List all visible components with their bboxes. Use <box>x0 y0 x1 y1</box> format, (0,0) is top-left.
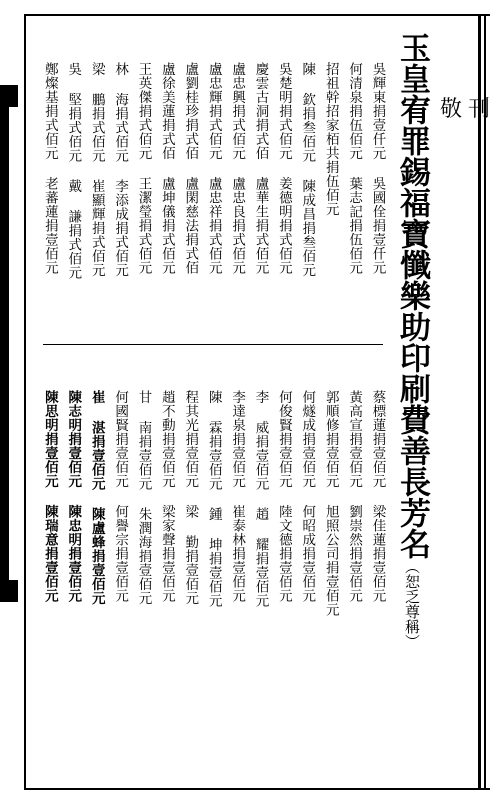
donor-column: 盧忠輝捐式佰元 盧忠祥捐式佰元 <box>205 62 222 275</box>
donor-column: 慶雲古洞捐式佰 盧華生捐式佰元 <box>252 62 269 275</box>
donor-column: 盧徐美蓮捐式佰 盧坤儀捐式佰元 <box>158 62 175 275</box>
donor-column: 何俊賢捐壹佰元 陸文德捐壹佰元 <box>275 390 292 603</box>
page-title <box>394 32 430 649</box>
donor-column: 何清泉捐伍佰元 葉志記捐伍佰元 <box>346 62 363 275</box>
donor-column: 崔 湛捐壹佰元 陳盧蜂捐壹佰元 <box>88 390 105 605</box>
donor-column: 何國賢捐壹佰元 何譽宗捐壹佰元 <box>112 390 129 603</box>
section-divider <box>43 344 383 345</box>
donor-column: 吳楚明捐式佰元 姜德明捐式佰元 <box>275 62 292 275</box>
donor-column: 陳 霖捐壹佰元 鍾 坤捐壹佰元 <box>205 390 222 608</box>
donor-column: 程其光捐壹佰元 梁 勤捐壹佰元 <box>182 390 199 605</box>
donor-column: 林 海捐式佰元 李添成捐式佰元 <box>112 62 129 277</box>
frame-right-rule-inner <box>484 14 486 790</box>
donor-column: 陳 欽捐叁佰元 陳成昌捐叁佰元 <box>299 62 316 277</box>
donor-column: 盧忠興捐式佰元 盧忠良捐式佰元 <box>229 62 246 275</box>
donor-column: 王英傑捐式佰元 王潔瑩捐式佰元 <box>135 62 152 275</box>
donor-column: 招祖幹招家栢共捐伍佰元 <box>322 62 339 216</box>
donor-column: 鄭燦基捐式佰元 老蕃蓮捐壹佰元 <box>41 62 58 275</box>
donor-column: 陳志明捐壹佰元 陳忠明捐壹佰元 <box>65 390 82 603</box>
donor-column: 吳輝東捐壹仟元 吳國佺捐壹仟元 <box>369 62 386 275</box>
donor-column: 李 威捐壹佰元 趙 耀捐壹佰元 <box>252 390 269 608</box>
donor-column: 梁 鵬捐式佰元 崔顯輝捐式佰元 <box>88 62 105 277</box>
frame-right-rule <box>478 14 481 790</box>
title-subtitle: （恕乏尊稱） <box>403 559 421 649</box>
edge-bar-middle <box>0 102 9 582</box>
donor-column: 郭順修捐壹佰元 旭照公司捐壹佰元 <box>322 390 339 617</box>
edge-bar-bottom <box>0 580 18 602</box>
header-label: 敬刊 <box>440 97 497 122</box>
donor-column: 吳 堅捐式佰元 戴 謙捐式佰元 <box>65 62 82 280</box>
donor-column: 黃高宣捐壹佰元 劉崇然捐壹佰元 <box>346 390 363 603</box>
donor-column: 盧劉桂珍捐式佰 盧閑慈法捐式佰 <box>182 62 199 275</box>
donor-column: 趙不動捐壹佰元 梁家聲捐壹佰元 <box>158 390 175 603</box>
donor-column: 陳思明捐壹佰元 陳瑞意捐壹佰元 <box>41 390 58 603</box>
title-main: 玉皇宥罪錫福寶懺樂助印刷費善長芳名 <box>394 32 430 559</box>
donor-column: 李達泉捐壹佰元 崔泰林捐壹佰元 <box>229 390 246 603</box>
donor-column: 甘 南捐壹佰元 朱潤海捐壹佰元 <box>135 390 152 605</box>
donor-column: 蔡標蓮捐壹佰元 梁佳蓮捐壹佰元 <box>369 390 386 603</box>
donor-column: 何燧成捐壹佰元 何昭成捐壹佰元 <box>299 390 316 603</box>
